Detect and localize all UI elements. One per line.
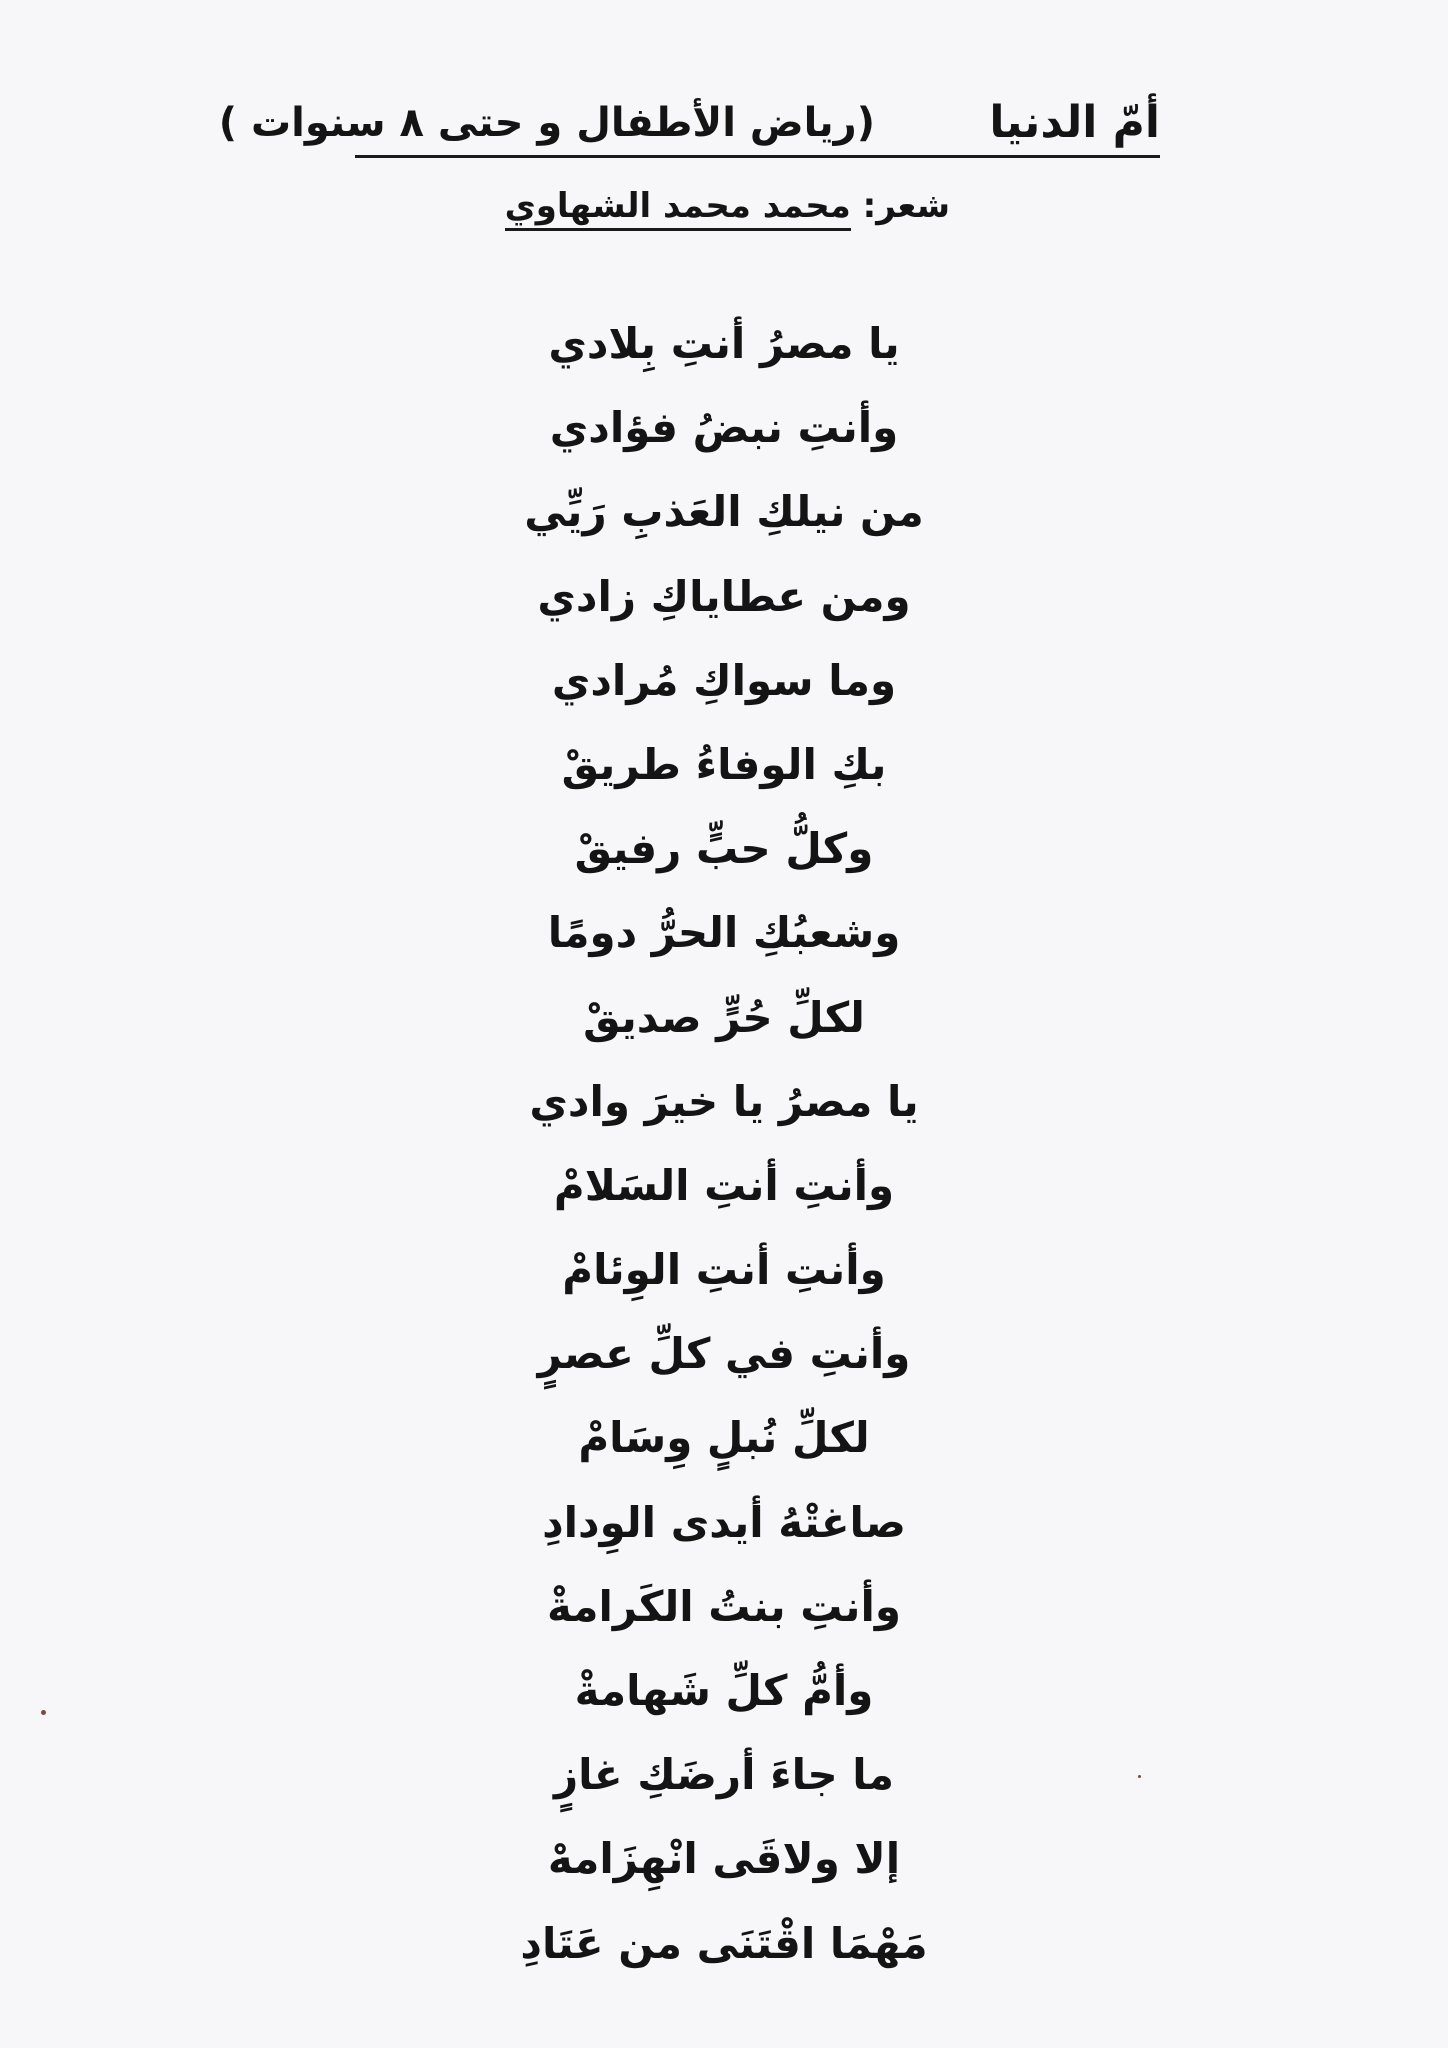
poem-line: لكلِّ حُرٍّ صديقْ: [583, 992, 865, 1042]
poem-line: يا مصرُ يا خيرَ وادي: [529, 1076, 919, 1126]
author-line: [505, 183, 950, 229]
poem-line: ما جاءَ أرضَكِ غازٍ: [553, 1750, 895, 1800]
poem-line: لكلِّ نُبلٍ وِسَامْ: [578, 1413, 870, 1463]
poem-line: وأمُّ كلِّ شَهامةْ: [574, 1666, 874, 1715]
poem-line: وأنتِ أنتِ الوِئامْ: [562, 1245, 886, 1295]
poem-line: وأنتِ أنتِ السَلامْ: [553, 1160, 895, 1210]
poem-line: ومن عطاياكِ زادي: [537, 571, 911, 621]
scan-speck: [41, 1710, 46, 1715]
poem-line: من نيلكِ العَذبِ رَيِّي: [524, 487, 924, 537]
poem-line: وشعبُكِ الحرُّ دومًا: [547, 908, 901, 958]
age-group-subtitle: (رياض الأطفال و حتى ٨ سنوات ): [218, 100, 875, 146]
scan-speck: [1138, 1775, 1141, 1778]
poem-line: وما سواكِ مُرادي: [551, 655, 897, 705]
poem-line: صاغتْهُ أيدى الوِدادِ: [542, 1497, 906, 1547]
poem-line: بكِ الوفاءُ طريقْ: [561, 739, 887, 789]
poem-line: وأنتِ في كلِّ عصرٍ: [537, 1329, 911, 1379]
poem-line: يا مصرُ أنتِ بِلادي: [548, 319, 900, 368]
author-label: شعر:: [862, 186, 950, 226]
poem-title: أمّ الدنيا: [989, 97, 1160, 148]
poem-lines: [424, 302, 1024, 1986]
title-row: [218, 95, 1160, 158]
poem-line: مَهْمَا اقْتَنَى من عَتَادِ: [520, 1918, 928, 1968]
poem-line: إلا ولاقَى انْهِزَامهْ: [547, 1834, 901, 1884]
poem-line: وكلُّ حبٍّ رفيقْ: [574, 824, 874, 874]
poem-line: وأنتِ نبضُ فؤادي: [549, 403, 899, 453]
poem-line: وأنتِ بنتُ الكَرامةْ: [547, 1581, 901, 1631]
author-name: محمد محمد الشهاوي: [505, 186, 851, 231]
